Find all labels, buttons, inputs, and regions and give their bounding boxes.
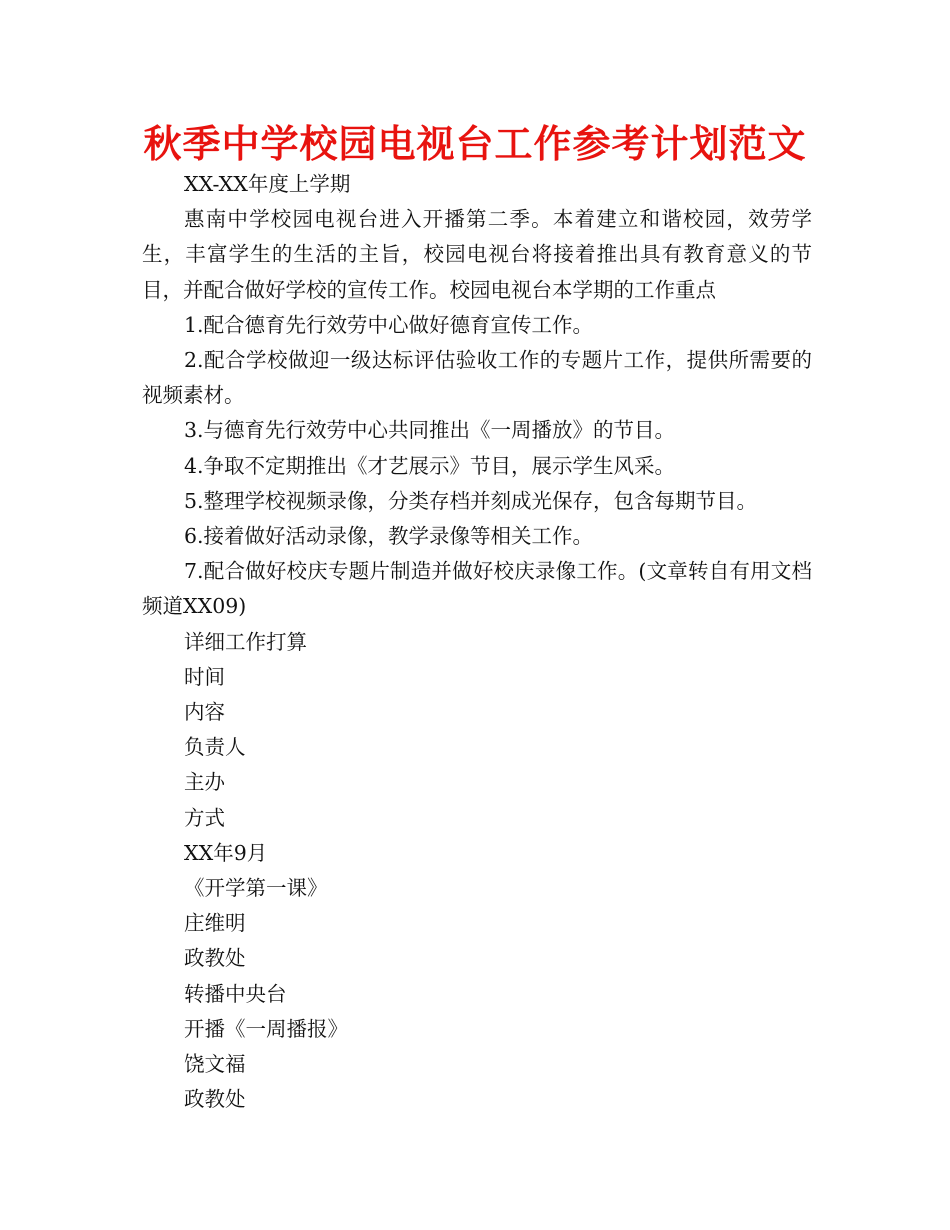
work-point: 2.配合学校做迎一级达标评估验收工作的专题片工作，提供所需要的视频素材。 <box>142 348 812 408</box>
table-cell: 政教处 <box>184 946 246 971</box>
table-header-content: 内容 <box>184 700 225 725</box>
table-cell: 开播《一周播报》 <box>184 1016 348 1041</box>
work-point: 1.配合德育先行效劳中心做好德育宣传工作。 <box>184 312 594 337</box>
document-subtitle: XX-XX年度上学期 <box>184 172 351 196</box>
table-cell: 《开学第一课》 <box>184 876 328 901</box>
table-header-time: 时间 <box>184 664 225 689</box>
plan-heading: 详细工作打算 <box>184 629 307 654</box>
work-point: 4.争取不定期推出《才艺展示》节目，展示学生风采。 <box>184 453 676 478</box>
table-cell: XX年9月 <box>184 840 268 865</box>
work-point: 7.配合做好校庆专题片制造并做好校庆录像工作。(文章转自有用文档频道XX09) <box>142 559 812 619</box>
table-cell: 饶文福 <box>184 1052 246 1077</box>
table-cell: 庄维明 <box>184 911 246 936</box>
work-point: 3.与德育先行效劳中心共同推出《一周播放》的节目。 <box>184 418 676 443</box>
table-header-method: 方式 <box>184 805 225 830</box>
table-header-owner: 负责人 <box>184 735 246 760</box>
table-cell: 政教处 <box>184 1087 246 1112</box>
work-point: 6.接着做好活动录像，教学录像等相关工作。 <box>184 524 594 549</box>
document-body <box>142 167 812 1117</box>
document-title: 秋季中学校园电视台工作参考计划范文 <box>143 122 807 166</box>
table-header-organizer: 主办 <box>184 770 225 795</box>
work-point: 5.整理学校视频录像，分类存档并刻成光保存，包含每期节目。 <box>184 488 758 513</box>
intro-paragraph: 惠南中学校园电视台进入开播第二季。本着建立和谐校园，效劳学生，丰富学生的生活的主旨，校园电视台将接着推出具有教育意义的节目，并配合做好学校的宣传工作。校园电视台本学期的工作重点 <box>142 207 812 302</box>
table-cell: 转播中央台 <box>184 981 287 1006</box>
